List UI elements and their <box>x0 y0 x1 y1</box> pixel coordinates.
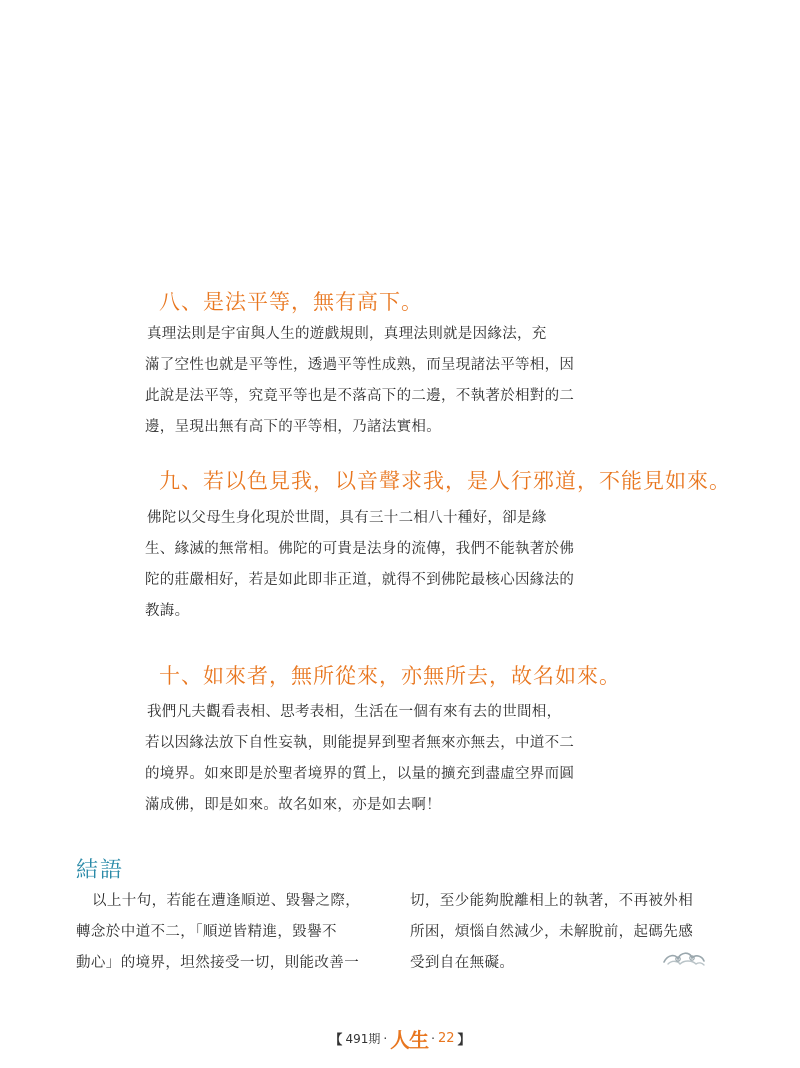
conclusion-line: 受到自在無礙。 <box>410 955 515 971</box>
paragraph-line: 滿成佛，即是如來。故名如來，亦是如去啊！ <box>145 797 441 813</box>
conclusion-line: 所困，煩惱自然減少，未解脫前，起碼先感 <box>410 924 694 940</box>
section-heading-9-text: 九、若以色見我，以音聲求我，是人行邪道，不能見如來。 <box>159 469 731 493</box>
conclusion-left-column <box>76 886 376 979</box>
footer-dot: ‧ <box>431 1031 435 1046</box>
section-paragraph-8 <box>145 319 585 443</box>
section-heading-10-text: 十、如來者，無所從來，亦無所去，故名如來。 <box>159 664 621 688</box>
section-heading-10 <box>145 657 621 693</box>
conclusion-line: 切，至少能夠脫離相上的執著，不再被外相 <box>410 893 694 909</box>
paragraph-line: 佛陀以父母生身化現於世間，具有三十二相八十種好，卻是緣 <box>147 510 547 526</box>
conclusion-line: 轉念於中道不二，「順逆皆精進，毀譽不 <box>76 924 337 940</box>
footer-left-bracket: 【 <box>329 1033 343 1048</box>
section-paragraph-9 <box>145 503 585 627</box>
paragraph-line: 滿了空性也就是平等性，透過平等性成熟，而呈現諸法平等相，因 <box>145 357 575 373</box>
paragraph-line: 邊，呈現出無有高下的平等相，乃諸法實相。 <box>145 419 441 435</box>
paragraph-line: 的境界。如來即是於聖者境界的質上，以量的擴充到盡虛空界而圓 <box>145 766 575 782</box>
footer-right-bracket: 】 <box>457 1033 471 1048</box>
paragraph-line: 生、緣滅的無常相。佛陀的可貴是法身的流傳，我們不能執著於佛 <box>145 541 575 557</box>
paragraph-line: 我們凡夫觀看表相、思考表相，生活在一個有來有去的世間相， <box>147 704 562 720</box>
magazine-logo: 人生 <box>390 1028 429 1052</box>
paragraph-line: 教誨。 <box>145 603 190 619</box>
conclusion-line: 以上十句，若能在遭逢順逆、毀譽之際， <box>92 893 361 909</box>
section-heading-8-text: 八、是法平等，無有高下。 <box>159 290 423 314</box>
conclusion-line: 動心」的境界，坦然接受一切，則能改善一 <box>76 955 360 971</box>
paragraph-line: 陀的莊嚴相好，若是如此即非正道，就得不到佛陀最核心因緣法的 <box>145 572 575 588</box>
cloud-ornament-icon <box>662 946 706 970</box>
page-number: 22 <box>438 1031 455 1046</box>
paragraph-line: 此說是法平等，究竟平等也是不落高下的二邊，不執著於相對的二 <box>145 388 575 404</box>
conclusion-title: 結語 <box>76 858 125 883</box>
section-heading-9 <box>145 462 731 498</box>
section-heading-8 <box>145 283 423 319</box>
footer-issue: 491期 <box>345 1032 381 1046</box>
section-paragraph-10 <box>145 697 585 821</box>
paragraph-line: 若以因緣法放下自性妄執，則能提昇到聖者無來亦無去，中道不二 <box>145 735 575 751</box>
paragraph-line: 真理法則是宇宙與人生的遊戲規則，真理法則就是因緣法，充 <box>147 326 547 342</box>
page-footer <box>0 1024 800 1053</box>
footer-dot: ‧ <box>383 1031 388 1046</box>
